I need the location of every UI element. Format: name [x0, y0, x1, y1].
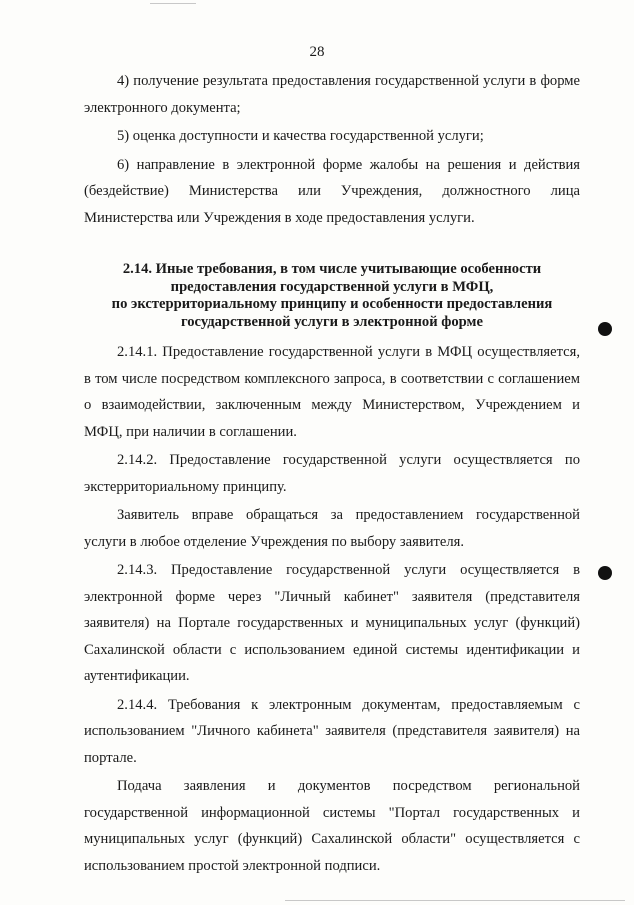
scan-artifact-top [150, 3, 196, 4]
paragraph-submission: Подача заявления и документов посредством региональной государственной информационной системы "Портал государственных и муниципальных услуг (функций) Сахалинской области" осуществляется с использованием простой электронной подписи. [84, 778, 580, 874]
binder-hole-bottom [598, 566, 612, 580]
heading-line: по экстерриториальному принципу и особенности предоставления [111, 296, 553, 312]
heading-line: государственной услуги в электронной форме [181, 313, 483, 330]
heading-line: 2.14. Иные требования, в том числе учитывающие особенности [122, 261, 542, 277]
scan-artifact-bottom [285, 900, 625, 901]
section-heading [84, 261, 580, 331]
paragraph-item-4: 4) получение результата предоставления государственной услуги в форме электронного документа; [84, 73, 580, 116]
page-number: 28 [309, 44, 325, 60]
paragraph-2-14-4: 2.14.4. Требования к электронным документам, предоставляемым с использованием "Личного кабинета" заявителя (представителя заявителя) на портале. [84, 696, 580, 766]
paragraph-item-6: 6) направление в электронной форме жалобы на решения и действия (бездействие) Министерства или Учреждения, должностного лица Министерства или Учреждения в ходе предоставления услуги. [84, 156, 580, 226]
paragraph-2-14-2: 2.14.2. Предоставление государственной услуги осуществляется по экстерриториальному принципу. [84, 452, 580, 495]
binder-hole-top [598, 322, 612, 336]
paragraph-item-5: 5) оценка доступности и качества государственной услуги; [117, 128, 484, 144]
paragraph-2-14-1: 2.14.1. Предоставление государственной услуги в МФЦ осуществляется, в том числе посредством комплексного запроса, в соответствии с соглашением о взаимодействии, заключенным между Министерством, Учреждением и МФЦ, при наличии в соглашении. [84, 344, 580, 440]
document-body [84, 68, 580, 879]
heading-line: предоставления государственной услуги в МФЦ, [170, 278, 494, 295]
paragraph-2-14-3: 2.14.3. Предоставление государственной услуги осуществляется в электронной форме через "Личный кабинет" заявителя (представителя заявителя) на Портале государственных и муниципальных услуг (функций) Сахалинской области с использованием единой системы идентификации и аутентификации. [84, 562, 580, 684]
paragraph-applicant-right: Заявитель вправе обращаться за предоставлением государственной услуги в любое отделение Учреждения по выбору заявителя. [84, 507, 580, 550]
